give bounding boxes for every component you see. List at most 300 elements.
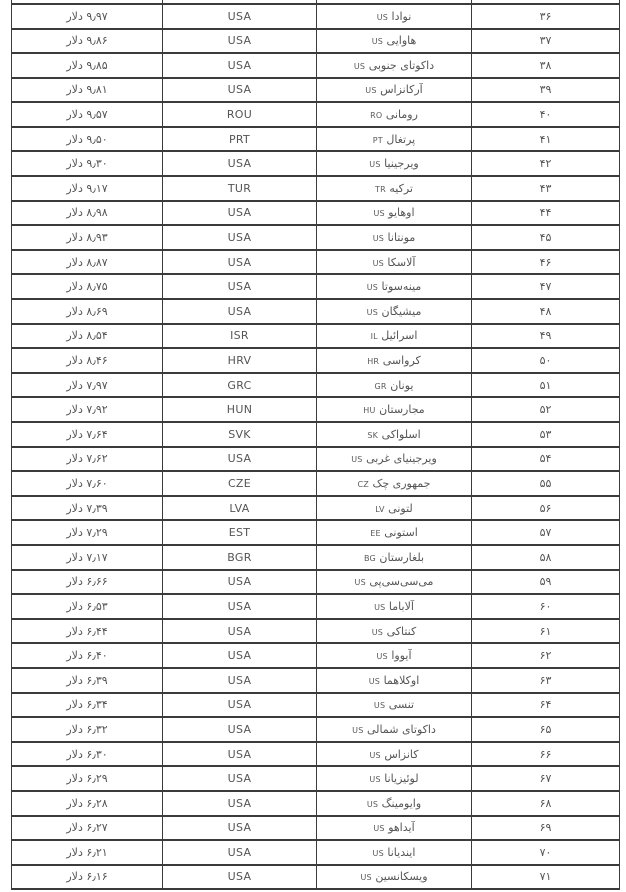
- name-cell: [317, 78, 472, 103]
- rank-value: ۵۳: [539, 427, 552, 441]
- country-code-cell: [163, 29, 317, 54]
- country-code-value: SVK: [228, 427, 251, 441]
- name-cell: [317, 717, 472, 742]
- region-code-label: US: [373, 701, 386, 711]
- country-code-value: USA: [227, 452, 252, 466]
- country-code-value: USA: [227, 34, 252, 48]
- country-code-value: USA: [227, 870, 252, 884]
- region-code-label: US: [371, 627, 384, 637]
- country-code-cell: [163, 717, 317, 742]
- name-cell: [317, 570, 472, 595]
- rank-cell: [472, 816, 620, 841]
- rank-value: ۳۷: [539, 34, 552, 48]
- country-code-value: USA: [227, 821, 252, 835]
- table-row: [12, 742, 620, 767]
- name-cell: [317, 840, 472, 865]
- table-row: [12, 397, 620, 422]
- name-cell: [317, 766, 472, 791]
- table-row: [12, 496, 620, 521]
- country-code-value: USA: [227, 280, 252, 294]
- rank-cell: [472, 742, 620, 767]
- table-row: [12, 471, 620, 496]
- rank-cell: [472, 840, 620, 865]
- price-cell: [12, 225, 163, 250]
- country-code-cell: [163, 791, 317, 816]
- price-value: ۶٫۶۶ دلار: [66, 575, 108, 589]
- price-cell: [12, 816, 163, 841]
- table-row: [12, 274, 620, 299]
- name-cell: [317, 127, 472, 152]
- rank-cell: [472, 520, 620, 545]
- rank-value: ۳۹: [539, 83, 552, 97]
- country-code-cell: [163, 151, 317, 176]
- region-code-label: US: [366, 799, 379, 809]
- name-cell: [317, 693, 472, 718]
- rank-cell: [472, 570, 620, 595]
- place-name: اوهایو: [388, 206, 415, 220]
- place-name: مونتانا: [387, 231, 416, 245]
- country-code-value: TUR: [227, 181, 252, 195]
- place-name: اسرائیل: [381, 329, 418, 343]
- name-cell: [317, 643, 472, 668]
- rank-value: ۶۸: [539, 796, 552, 810]
- rank-value: ۵۹: [539, 575, 552, 589]
- price-cell: [12, 594, 163, 619]
- place-name: ایندیانا: [387, 845, 416, 859]
- rank-value: ۴۹: [539, 329, 552, 343]
- rank-value: ۶۳: [539, 673, 552, 687]
- price-cell: [12, 545, 163, 570]
- country-code-cell: [163, 348, 317, 373]
- country-code-cell: [163, 619, 317, 644]
- rank-cell: [472, 668, 620, 693]
- name-cell: [317, 201, 472, 226]
- price-cell: [12, 4, 163, 29]
- place-name: کنتاکی: [386, 624, 417, 638]
- rank-value: ۵۱: [539, 378, 552, 392]
- price-cell: [12, 643, 163, 668]
- name-cell: [317, 53, 472, 78]
- region-code-label: SK: [367, 430, 379, 440]
- country-code-cell: [163, 447, 317, 472]
- country-code-cell: [163, 668, 317, 693]
- price-value: ۹٫۱۷ دلار: [66, 181, 108, 195]
- name-cell: [317, 151, 472, 176]
- country-code-cell: [163, 274, 317, 299]
- country-code-cell: [163, 176, 317, 201]
- rank-cell: [472, 865, 620, 890]
- country-code-value: USA: [227, 772, 252, 786]
- rank-value: ۴۵: [539, 231, 552, 245]
- rank-value: ۵۰: [539, 354, 552, 368]
- rank-cell: [472, 373, 620, 398]
- price-value: ۸٫۸۷ دلار: [66, 255, 108, 269]
- price-value: ۷٫۲۹ دلار: [66, 526, 108, 540]
- rank-value: ۶۹: [539, 821, 552, 835]
- region-code-label: US: [371, 37, 384, 47]
- price-value: ۶٫۱۶ دلار: [66, 870, 108, 884]
- name-cell: [317, 791, 472, 816]
- region-code-label: HR: [367, 357, 380, 367]
- rank-cell: [472, 643, 620, 668]
- country-code-cell: [163, 840, 317, 865]
- rank-cell: [472, 619, 620, 644]
- price-value: ۹٫۸۵ دلار: [66, 58, 108, 72]
- country-code-value: USA: [227, 624, 252, 638]
- rank-value: ۶۰: [539, 599, 552, 613]
- rank-cell: [472, 397, 620, 422]
- country-code-value: PRT: [228, 132, 251, 146]
- region-code-label: EE: [370, 529, 381, 539]
- place-name: پرتغال: [386, 132, 416, 146]
- region-code-label: US: [366, 307, 378, 317]
- rank-cell: [472, 176, 620, 201]
- place-name: نوادا: [391, 9, 412, 23]
- country-code-cell: [163, 816, 317, 841]
- country-code-cell: [163, 324, 317, 349]
- name-cell: [317, 816, 472, 841]
- country-code-cell: [163, 102, 317, 127]
- price-cell: [12, 471, 163, 496]
- country-code-value: USA: [227, 304, 252, 318]
- place-name: ترکیه: [389, 181, 413, 195]
- place-name: می‌سی‌سی‌پی: [369, 575, 434, 589]
- region-code-label: US: [373, 209, 385, 219]
- country-code-cell: [163, 225, 317, 250]
- price-value: ۹٫۳۰ دلار: [66, 157, 108, 171]
- place-name: لتونی: [388, 501, 413, 515]
- table-body: [12, 0, 620, 889]
- place-name: مینه‌سوتا: [381, 280, 422, 294]
- table-row: [12, 447, 620, 472]
- region-code-label: RO: [370, 111, 383, 121]
- rank-value: ۵۸: [539, 550, 552, 564]
- country-code-cell: [163, 397, 317, 422]
- rank-cell: [472, 53, 620, 78]
- country-code-cell: [163, 373, 317, 398]
- price-cell: [12, 447, 163, 472]
- price-cell: [12, 201, 163, 226]
- name-cell: [317, 348, 472, 373]
- price-cell: [12, 717, 163, 742]
- price-value: ۸٫۹۳ دلار: [66, 231, 108, 245]
- table-row: [12, 151, 620, 176]
- rank-value: ۶۶: [539, 747, 552, 761]
- rank-cell: [472, 29, 620, 54]
- rank-cell: [472, 201, 620, 226]
- place-name: میشیگان: [381, 304, 422, 318]
- country-code-cell: [163, 545, 317, 570]
- rank-value: ۳۶: [539, 9, 552, 23]
- name-cell: [317, 225, 472, 250]
- price-cell: [12, 53, 163, 78]
- table-row: [12, 78, 620, 103]
- rank-value: ۶۲: [539, 649, 552, 663]
- region-code-label: GR: [374, 381, 387, 391]
- country-code-value: USA: [227, 9, 252, 23]
- rank-value: ۴۳: [539, 181, 552, 195]
- name-cell: [317, 471, 472, 496]
- region-code-label: US: [372, 234, 385, 244]
- price-value: ۸٫۶۹ دلار: [66, 304, 108, 318]
- region-code-label: US: [360, 873, 372, 883]
- price-value: ۸٫۹۸ دلار: [66, 206, 108, 220]
- region-code-label: US: [372, 258, 384, 268]
- country-code-value: USA: [227, 673, 252, 687]
- country-code-value: USA: [227, 255, 252, 269]
- place-name: کرواسی: [382, 354, 421, 368]
- price-value: ۷٫۶۴ دلار: [66, 427, 108, 441]
- price-value: ۶٫۲۸ دلار: [66, 796, 108, 810]
- price-value: ۶٫۳۹ دلار: [66, 673, 108, 687]
- rank-cell: [472, 422, 620, 447]
- table-row: [12, 619, 620, 644]
- price-cell: [12, 422, 163, 447]
- price-cell: [12, 299, 163, 324]
- country-code-cell: [163, 422, 317, 447]
- table-row: [12, 693, 620, 718]
- rank-value: ۶۱: [539, 624, 552, 638]
- table-row: [12, 791, 620, 816]
- rank-cell: [472, 348, 620, 373]
- country-code-value: HRV: [227, 354, 252, 368]
- region-code-label: CZ: [357, 479, 369, 489]
- table-row: [12, 53, 620, 78]
- table-row: [12, 545, 620, 570]
- rank-cell: [472, 102, 620, 127]
- price-cell: [12, 127, 163, 152]
- price-value: ۸٫۷۵ دلار: [66, 280, 108, 294]
- country-code-cell: [163, 78, 317, 103]
- price-cell: [12, 766, 163, 791]
- rank-value: ۵۷: [539, 526, 552, 540]
- price-cell: [12, 348, 163, 373]
- price-value: ۶٫۳۲ دلار: [66, 722, 108, 736]
- country-code-value: BGR: [227, 550, 252, 564]
- price-ranking-table: [11, 0, 620, 890]
- place-name: یونان: [390, 378, 414, 392]
- table-row: [12, 840, 620, 865]
- country-code-value: USA: [227, 231, 252, 245]
- place-name: داکوتای جنوبی: [368, 58, 435, 72]
- region-code-label: TR: [375, 184, 386, 194]
- price-value: ۷٫۶۲ دلار: [66, 452, 108, 466]
- rank-value: ۷۰: [539, 845, 552, 859]
- country-code-value: USA: [227, 206, 252, 220]
- price-cell: [12, 570, 163, 595]
- rank-cell: [472, 766, 620, 791]
- price-value: ۷٫۹۲ دلار: [66, 403, 108, 417]
- place-name: آلاباما: [388, 599, 414, 613]
- rank-value: ۴۷: [539, 280, 552, 294]
- rank-cell: [472, 225, 620, 250]
- region-code-label: US: [352, 725, 364, 735]
- price-value: ۶٫۴۴ دلار: [66, 624, 108, 638]
- name-cell: [317, 324, 472, 349]
- price-cell: [12, 397, 163, 422]
- name-cell: [317, 422, 472, 447]
- rank-value: ۴۱: [539, 132, 552, 146]
- place-name: استونی: [384, 526, 418, 540]
- region-code-label: US: [369, 160, 381, 170]
- place-name: هاوایی: [386, 34, 417, 48]
- rank-value: ۴۰: [539, 108, 552, 122]
- country-code-cell: [163, 127, 317, 152]
- name-cell: [317, 250, 472, 275]
- price-cell: [12, 496, 163, 521]
- place-name: لوئیزیانا: [384, 772, 419, 786]
- name-cell: [317, 742, 472, 767]
- rank-cell: [472, 545, 620, 570]
- price-cell: [12, 742, 163, 767]
- name-cell: [317, 397, 472, 422]
- place-name: مجارستان: [379, 403, 425, 417]
- country-code-value: USA: [227, 599, 252, 613]
- table-row: [12, 717, 620, 742]
- rank-cell: [472, 791, 620, 816]
- place-name: آیووا: [391, 649, 412, 663]
- rank-value: ۷۱: [539, 870, 552, 884]
- region-code-label: HU: [363, 406, 376, 416]
- country-code-value: USA: [227, 698, 252, 712]
- name-cell: [317, 668, 472, 693]
- price-value: ۶٫۳۴ دلار: [66, 698, 108, 712]
- price-cell: [12, 840, 163, 865]
- rank-cell: [472, 447, 620, 472]
- table-row: [12, 299, 620, 324]
- name-cell: [317, 496, 472, 521]
- rank-cell: [472, 324, 620, 349]
- rank-value: ۵۲: [539, 403, 552, 417]
- table-row: [12, 373, 620, 398]
- table-row: [12, 102, 620, 127]
- country-code-cell: [163, 594, 317, 619]
- price-cell: [12, 791, 163, 816]
- price-value: ۹٫۸۱ دلار: [66, 83, 108, 97]
- place-name: بلغارستان: [379, 550, 425, 564]
- region-code-label: US: [351, 455, 363, 465]
- name-cell: [317, 447, 472, 472]
- price-value: ۷٫۳۹ دلار: [66, 501, 108, 515]
- price-value: ۷٫۹۷ دلار: [66, 378, 108, 392]
- region-code-label: US: [376, 12, 389, 22]
- table-row: [12, 816, 620, 841]
- name-cell: [317, 4, 472, 29]
- rank-value: ۶۷: [539, 772, 552, 786]
- region-code-label: US: [374, 602, 386, 612]
- ranking-table-container: [12, 0, 620, 890]
- region-code-label: US: [373, 824, 385, 834]
- region-code-label: US: [368, 676, 381, 686]
- place-name: وایومینگ: [381, 796, 422, 810]
- region-code-label: US: [369, 750, 381, 760]
- place-name: آرکانزاس: [380, 83, 423, 97]
- price-value: ۶٫۴۰ دلار: [66, 649, 108, 663]
- price-cell: [12, 250, 163, 275]
- table-row: [12, 520, 620, 545]
- rank-cell: [472, 496, 620, 521]
- country-code-value: USA: [227, 575, 252, 589]
- country-code-value: USA: [227, 649, 252, 663]
- name-cell: [317, 373, 472, 398]
- price-cell: [12, 520, 163, 545]
- name-cell: [317, 274, 472, 299]
- rank-cell: [472, 471, 620, 496]
- name-cell: [317, 299, 472, 324]
- rank-cell: [472, 78, 620, 103]
- name-cell: [317, 520, 472, 545]
- price-value: ۸٫۵۴ دلار: [66, 329, 108, 343]
- rank-value: ۴۲: [539, 157, 552, 171]
- place-name: ویرجینیای غربی: [366, 452, 437, 466]
- region-code-label: US: [369, 775, 381, 785]
- region-code-label: PT: [372, 135, 383, 145]
- name-cell: [317, 545, 472, 570]
- rank-cell: [472, 250, 620, 275]
- rank-value: ۵۴: [539, 452, 552, 466]
- country-code-cell: [163, 201, 317, 226]
- country-code-value: HUN: [226, 403, 253, 417]
- rank-value: ۵۵: [539, 476, 552, 490]
- country-code-cell: [163, 4, 317, 29]
- place-name: ویسکانسین: [375, 870, 428, 884]
- country-code-cell: [163, 520, 317, 545]
- name-cell: [317, 29, 472, 54]
- price-value: ۸٫۴۶ دلار: [66, 354, 108, 368]
- price-value: ۶٫۲۹ دلار: [66, 772, 108, 786]
- price-value: ۹٫۹۷ دلار: [66, 9, 108, 23]
- country-code-value: USA: [227, 747, 252, 761]
- table-row: [12, 225, 620, 250]
- rank-value: ۵۶: [539, 501, 552, 515]
- rank-cell: [472, 717, 620, 742]
- region-code-label: US: [376, 652, 388, 662]
- table-row: [12, 668, 620, 693]
- price-cell: [12, 274, 163, 299]
- rank-cell: [472, 299, 620, 324]
- name-cell: [317, 594, 472, 619]
- price-cell: [12, 324, 163, 349]
- rank-cell: [472, 4, 620, 29]
- place-name: آلاسکا: [387, 255, 416, 269]
- price-value: ۷٫۱۷ دلار: [66, 550, 108, 564]
- region-code-label: US: [365, 86, 377, 96]
- price-value: ۶٫۲۷ دلار: [66, 821, 108, 835]
- table-row: [12, 127, 620, 152]
- country-code-value: EST: [228, 526, 251, 540]
- rank-cell: [472, 693, 620, 718]
- rank-value: ۴۸: [539, 304, 552, 318]
- place-name: رومانی: [385, 108, 418, 122]
- rank-cell: [472, 594, 620, 619]
- table-row: [12, 422, 620, 447]
- place-name: آیداهو: [388, 821, 415, 835]
- country-code-value: USA: [227, 83, 252, 97]
- place-name: کانزاس: [384, 747, 419, 761]
- country-code-cell: [163, 496, 317, 521]
- rank-value: ۶۵: [539, 722, 552, 736]
- place-name: ویرجینیا: [384, 157, 419, 171]
- table-row: [12, 4, 620, 29]
- rank-value: ۴۶: [539, 255, 552, 269]
- region-code-label: US: [372, 848, 384, 858]
- country-code-value: ISR: [230, 329, 249, 343]
- country-code-cell: [163, 471, 317, 496]
- price-cell: [12, 668, 163, 693]
- country-code-cell: [163, 250, 317, 275]
- price-cell: [12, 29, 163, 54]
- price-cell: [12, 693, 163, 718]
